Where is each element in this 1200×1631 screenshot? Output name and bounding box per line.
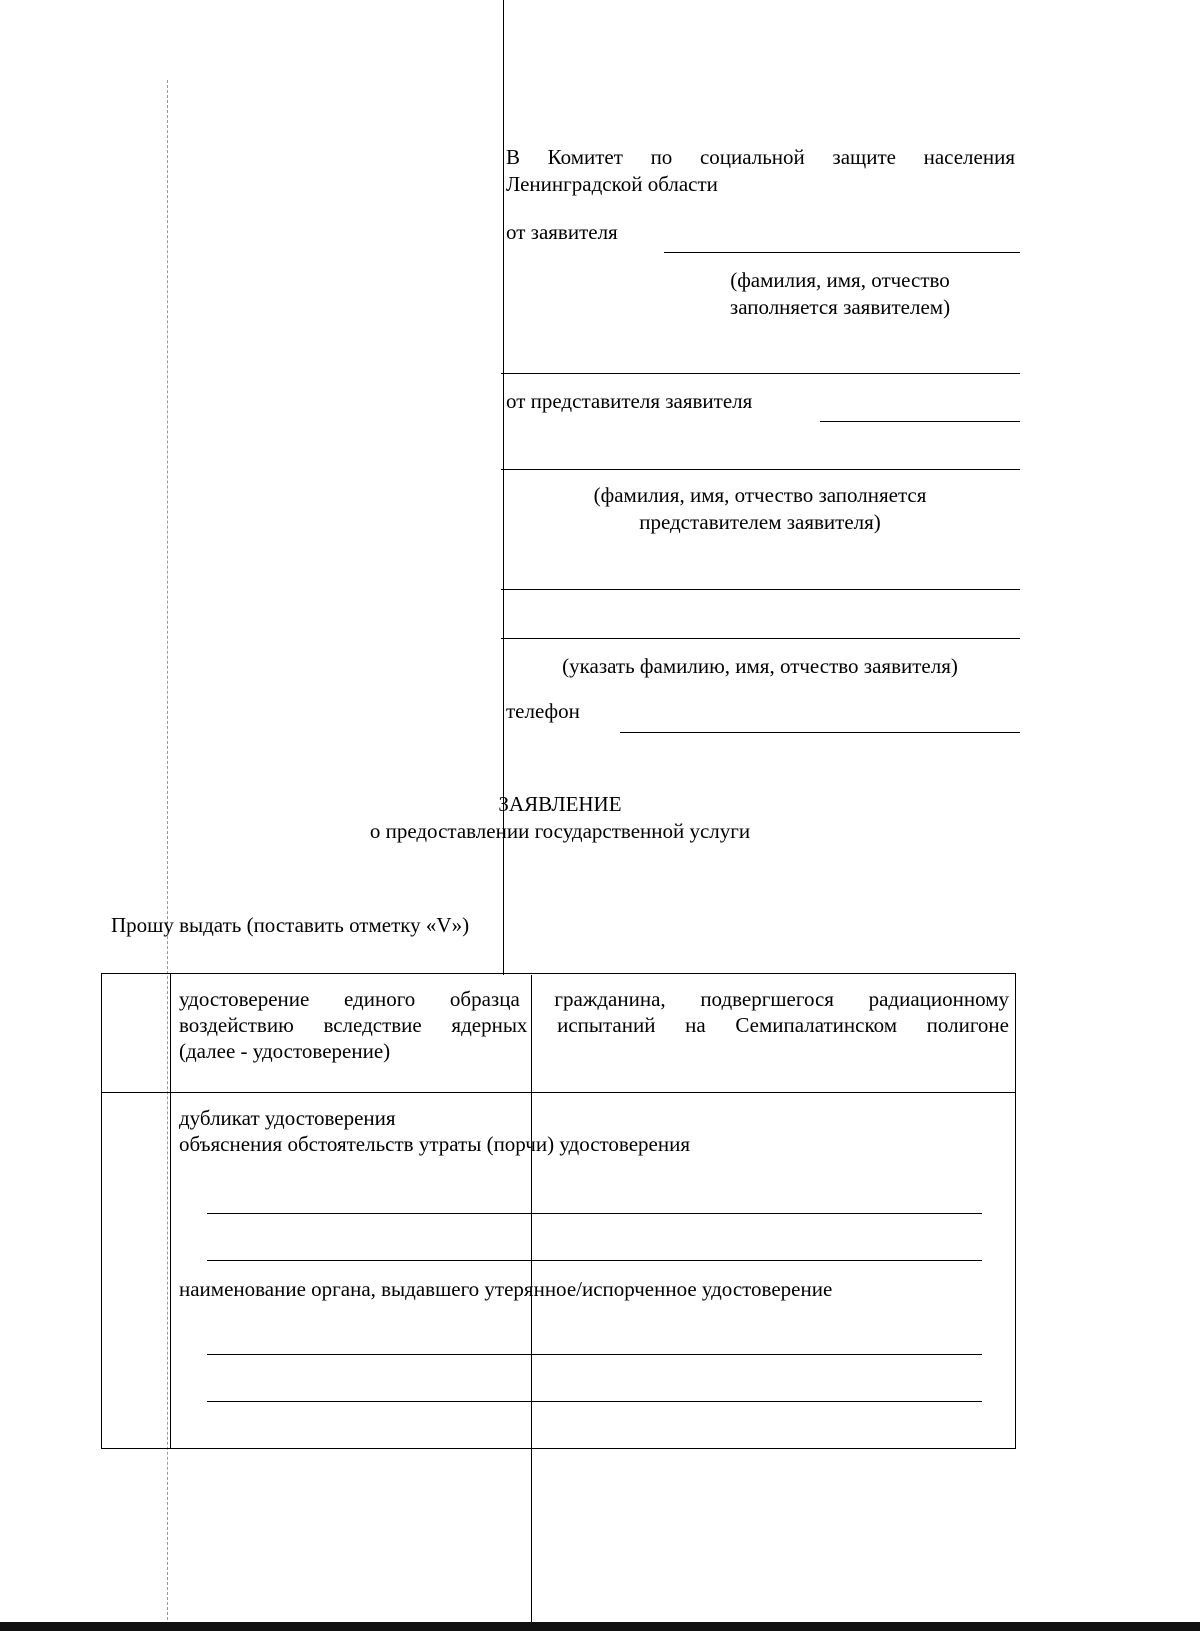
document-subtitle: о предоставлении государственной услуги xyxy=(369,819,751,843)
option2-line-2: объяснения обстоятельств утраты (порчи) удостоверения xyxy=(179,1132,691,1156)
option-row-duplicate xyxy=(102,1093,1016,1449)
representative-label: от представителя заявителя xyxy=(506,389,753,413)
representative-extra-line[interactable] xyxy=(501,469,1020,470)
representative-hint-line-1: (фамилия, имя, отчество заполняется xyxy=(593,483,927,507)
phone-label: телефон xyxy=(506,699,580,723)
option-row-certificate xyxy=(102,974,1016,1093)
document-title: ЗАЯВЛЕНИЕ xyxy=(498,792,622,816)
issuing-authority-line-1[interactable] xyxy=(207,1354,982,1355)
request-intro: Прошу выдать (поставить отметку «V») xyxy=(111,913,470,937)
option-text-certificate xyxy=(171,974,1016,1093)
option2-line-1: дубликат удостоверения xyxy=(179,1106,396,1130)
representative-hint-line-2: представителем заявителя) xyxy=(639,510,881,534)
addressee-line-2: Ленинградской области xyxy=(506,172,718,196)
loss-explanation-line-1[interactable] xyxy=(207,1213,982,1214)
request-options-table xyxy=(101,973,1016,1449)
applicant-extra-line[interactable] xyxy=(501,373,1020,374)
addressee-line-1: В Комитет по социальной защите населения xyxy=(506,145,1015,169)
representative-applicant-line-1[interactable] xyxy=(501,589,1020,590)
loss-explanation-line-2[interactable] xyxy=(207,1260,982,1261)
representative-applicant-hint: (указать фамилию, имя, отчество заявителя) xyxy=(562,654,958,678)
issuing-authority-label: наименование органа, выдавшего утерянное/испорченное удостоверение xyxy=(179,1277,833,1301)
representative-applicant-line-2[interactable] xyxy=(501,638,1020,639)
option1-line-3: (далее - удостоверение) xyxy=(179,1039,391,1063)
representative-name-line[interactable] xyxy=(820,421,1020,422)
option1-line-2: воздействию вследствие ядерных испытаний на Семипалатинском полигоне xyxy=(179,1013,1009,1037)
option-text-duplicate xyxy=(171,1093,1016,1449)
applicant-name-line[interactable] xyxy=(664,252,1020,253)
applicant-hint-line-1: (фамилия, имя, отчество xyxy=(730,268,950,292)
option1-line-1: удостоверение единого образца гражданина, подвергшегося радиационному xyxy=(179,987,1009,1011)
scan-bottom-edge xyxy=(0,1622,1200,1631)
option-checkbox-certificate[interactable] xyxy=(102,974,171,1093)
applicant-label: от заявителя xyxy=(506,220,618,244)
option-checkbox-duplicate[interactable] xyxy=(102,1093,171,1449)
phone-line[interactable] xyxy=(620,732,1020,733)
applicant-hint-line-2: заполняется заявителем) xyxy=(729,295,951,319)
issuing-authority-line-2[interactable] xyxy=(207,1401,982,1402)
